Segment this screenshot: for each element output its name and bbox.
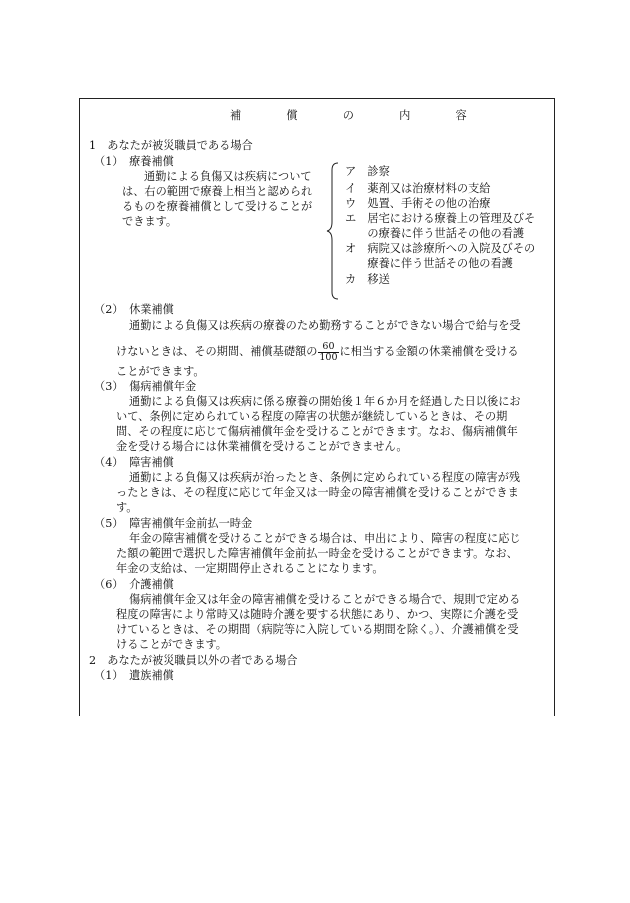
- care-heading: （6） 介護補償: [94, 578, 174, 591]
- absence-heading: （2） 休業補償: [94, 303, 174, 316]
- brace-icon: [326, 162, 340, 300]
- survivors-heading: （1） 遺族補償: [94, 669, 174, 682]
- care-line: 程度の障害により常時又は随時介護を要する状態にあり、かつ、実際に介護を受: [116, 608, 519, 621]
- scope-item: オ 病院又は診療所への入院及びその: [345, 242, 536, 255]
- section-2-heading: 2 あなたが被災職員以外の者である場合: [89, 654, 298, 667]
- scope-item: ア 診察: [345, 165, 390, 178]
- pension-line: いて、条例に定められている程度の障害の状態が継続しているときは、その期: [116, 410, 508, 423]
- scope-item: 療養に伴う世話その他の看護: [345, 257, 513, 270]
- absence-line-fraction: [116, 341, 519, 363]
- medical-heading: （1） 療養補償: [94, 155, 174, 168]
- medical-body-line: は、右の範囲で療養上相当と認められ: [122, 185, 313, 198]
- disability-heading: （4） 障害補償: [94, 456, 174, 469]
- advance-line: た額の範囲で選択した障害補償年金前払一時金を受けることができます。なお、: [116, 547, 518, 560]
- pension-heading: （3） 傷病補償年金: [94, 380, 197, 393]
- medical-body-line: 通勤による負傷又は疾病について: [144, 170, 312, 183]
- advance-heading: （5） 障害補償年金前払一時金: [94, 517, 253, 530]
- pension-line: 間、その程度に応じて傷病補償年金を受けることができます。なお、傷病補償年: [116, 425, 518, 438]
- medical-body-line: るものを療養補償として受けることが: [122, 200, 313, 213]
- scope-item: イ 薬剤又は治療材料の支給: [345, 182, 491, 195]
- disability-line: 通勤による負傷又は疾病が治ったとき、条例に定められている程度の障害が残: [129, 471, 521, 484]
- absence-line-pre: けないときは、その期間、補償基礎額の: [116, 345, 318, 358]
- absence-line: ことができます。: [116, 365, 205, 378]
- disability-line: ったときは、その程度に応じて年金又は一時金の障害補償を受けることができま: [116, 486, 519, 499]
- section-1-heading: 1 あなたが被災職員である場合: [89, 139, 253, 152]
- pension-line: 通勤による負傷又は疾病に係る療養の開始後１年６か月を経過した日以後にお: [129, 395, 521, 408]
- medical-body-line: できます。: [122, 215, 178, 228]
- scope-item: の療養に伴う世話その他の看護: [345, 227, 525, 240]
- absence-line: 通勤による負傷又は疾病の療養のため勤務することができない場合で給与を受: [129, 319, 521, 332]
- page-title: 補 償 の 内 容: [230, 109, 484, 122]
- pension-line: 金を受ける場合には休業補償を受けることができません。: [116, 440, 408, 453]
- care-line: けているときは、その期間（病院等に入院している期間を除く。）、介護補償を受: [116, 623, 519, 636]
- advance-line: 年金の支給は、一定期間停止されることになります。: [116, 562, 384, 575]
- scope-item: カ 移送: [345, 273, 390, 286]
- absence-line-post: に相当する金額の休業補償を受ける: [339, 345, 519, 358]
- scope-item: エ 居宅における療養上の管理及びそ: [345, 212, 536, 225]
- scope-item: ウ 処置、手術その他の治療: [345, 197, 491, 210]
- care-line: 傷病補償年金又は年金の障害補償を受けることができる場合で、規則で定める: [129, 593, 521, 606]
- fraction: [318, 342, 338, 363]
- fraction-numerator: 60: [318, 342, 338, 353]
- fraction-denominator: 100: [319, 351, 338, 363]
- care-line: けることができます。: [116, 638, 227, 651]
- advance-line: 年金の障害補償を受けることができる場合は、申出により、障害の程度に応じ: [129, 532, 521, 545]
- disability-line: す。: [116, 501, 138, 514]
